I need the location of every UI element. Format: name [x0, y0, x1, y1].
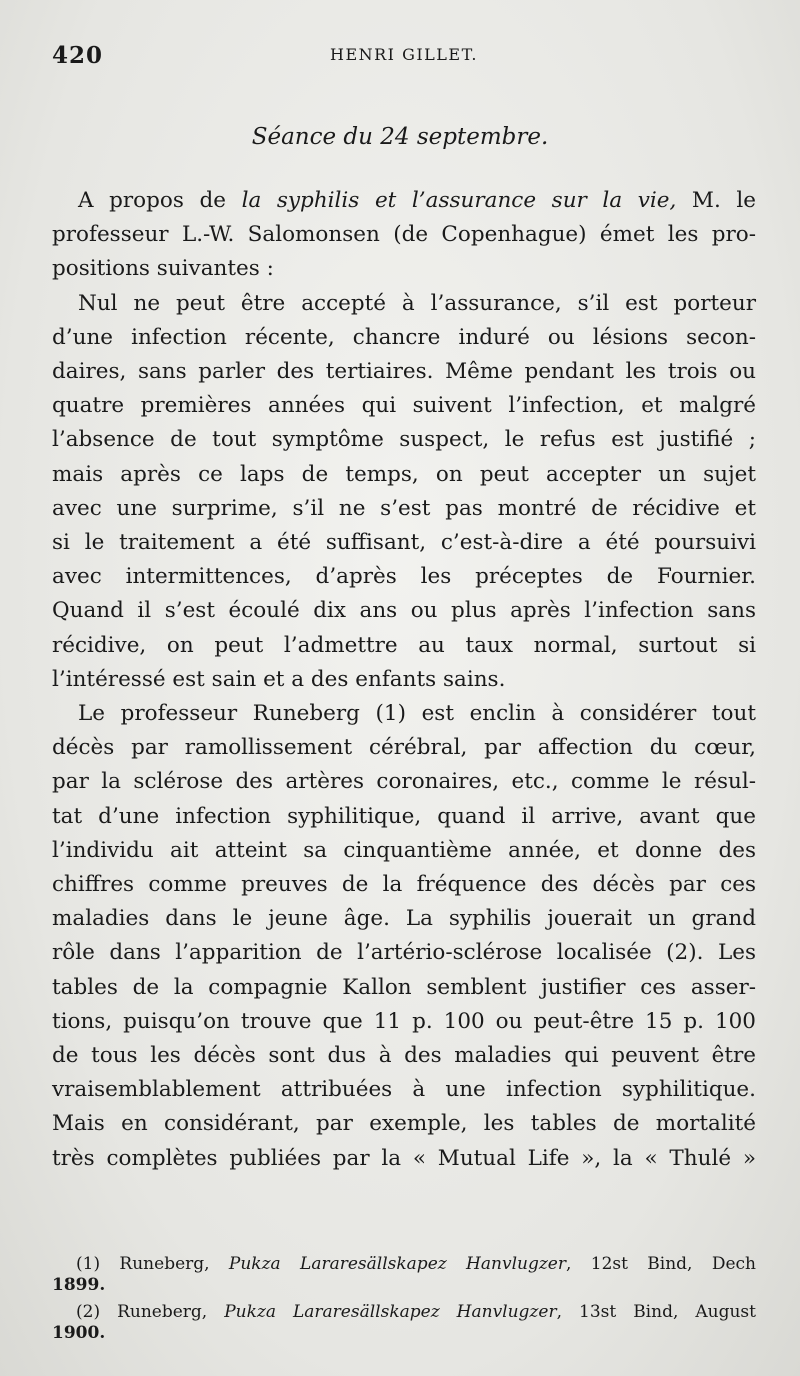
text-span: A propos de — [78, 188, 242, 213]
footnote-rest: , 12st Bind, Dech — [566, 1254, 756, 1274]
italic-phrase: la syphilis et l’assurance sur la vie, — [241, 188, 677, 213]
paragraph-3-line: très complètes publiées par la « Mutual Life », la « Thulé » — [52, 1145, 756, 1171]
paragraph-1-line — [52, 184, 756, 218]
paragraph-3-line: rôle dans l’apparition de l’artério-sclérose localisée (2). Les — [52, 940, 756, 966]
paragraph-2-line: avec intermittences, d’après les préceptes de Fournier. — [52, 564, 756, 590]
paragraph-2-line: Quand il s’est écoulé dix ans ou plus après l’infection sans — [52, 598, 756, 624]
running-head — [52, 34, 756, 74]
paragraph-3-line: Mais en considérant, par exemple, les tables de mortalité — [52, 1111, 756, 1137]
paragraph-3-line: vraisemblablement attribuées à une infection syphilitique. — [52, 1077, 756, 1103]
session-title: Séance du 24 septembre. — [251, 124, 549, 150]
paragraph-2-line: quatre premières années qui suivent l’infection, et malgré — [52, 393, 756, 419]
footnotes — [52, 1254, 756, 1344]
footnote-line — [52, 1254, 756, 1275]
paragraph-3-line: tions, puisqu’on trouve que 11 p. 100 ou peut-être 15 p. 100 — [52, 1008, 756, 1034]
footnote-title: Pukza Lararesällskapez Hanvlugzer — [224, 1302, 557, 1322]
paragraph-1-line: positions suivantes : — [52, 256, 274, 282]
footnote-2 — [52, 1302, 756, 1344]
paragraph-2-line: avec une surprime, s’il ne s’est pas montré de récidive et — [52, 495, 756, 521]
paragraph-3-line: tat d’une infection syphilitique, quand il arrive, avant que — [52, 803, 756, 829]
footnote-continuation: 1900. — [52, 1323, 106, 1343]
footnote-title: Pukza Lararesällskapez Hanvlugzer — [228, 1254, 566, 1274]
footnote-continuation: 1899. — [52, 1275, 106, 1295]
paragraph-3-line: chiffres comme preuves de la fréquence des décès par ces — [52, 872, 756, 898]
paragraph-1-line: professeur L.-W. Salomonsen (de Copenhague) émet les pro- — [52, 222, 756, 248]
running-title: HENRI GILLET. — [329, 45, 479, 64]
paragraph-3-line: tables de la compagnie Kallon semblent justifier ces asser- — [52, 974, 756, 1000]
paragraph-2-line: d’une infection récente, chancre induré ou lésions secon- — [52, 324, 756, 350]
paragraph-3-line: maladies dans le jeune âge. La syphilis jouerait un grand — [52, 906, 756, 932]
paragraph-2-line: récidive, on peut l’admettre au taux normal, surtout si — [52, 632, 756, 658]
paragraph-3-line: de tous les décès sont dus à des maladies qui peuvent être — [52, 1043, 756, 1069]
text-span: M. le — [676, 188, 756, 213]
paragraph-3-line: par la sclérose des artères coronaires, etc., comme le résul- — [52, 769, 756, 795]
paragraph-3-line: l’individu ait atteint sa cinquantième année, et donne des — [52, 837, 756, 863]
paragraph-2-line: si le traitement a été suffisant, c’est-à-dire a été poursuivi — [52, 530, 756, 556]
paragraph-2-line: daires, sans parler des tertiaires. Même pendant les trois ou — [52, 359, 756, 385]
footnote-line — [52, 1302, 756, 1323]
paragraph-2-line: l’absence de tout symptôme suspect, le refus est justifié ; — [52, 427, 756, 453]
footnote-rest: , 13st Bind, August — [556, 1302, 756, 1322]
footnote-1 — [52, 1254, 756, 1296]
paragraph-3-line: Le professeur Runeberg (1) est enclin à considérer tout — [78, 701, 756, 727]
footnote-mark: (1) Runeberg, — [76, 1254, 229, 1274]
footnote-mark: (2) Runeberg, — [76, 1302, 225, 1322]
paragraph-2-line: mais après ce laps de temps, on peut accepter un sujet — [52, 461, 756, 487]
paragraph-2-line: l’intéressé est sain et a des enfants sains. — [52, 666, 506, 692]
page-number: 420 — [52, 42, 104, 69]
paragraph-2-line: Nul ne peut être accepté à l’assurance, s’il est porteur — [78, 290, 756, 316]
paragraph-3-line: décès par ramollissement cérébral, par affection du cœur, — [52, 735, 756, 761]
body-text — [52, 184, 756, 1176]
